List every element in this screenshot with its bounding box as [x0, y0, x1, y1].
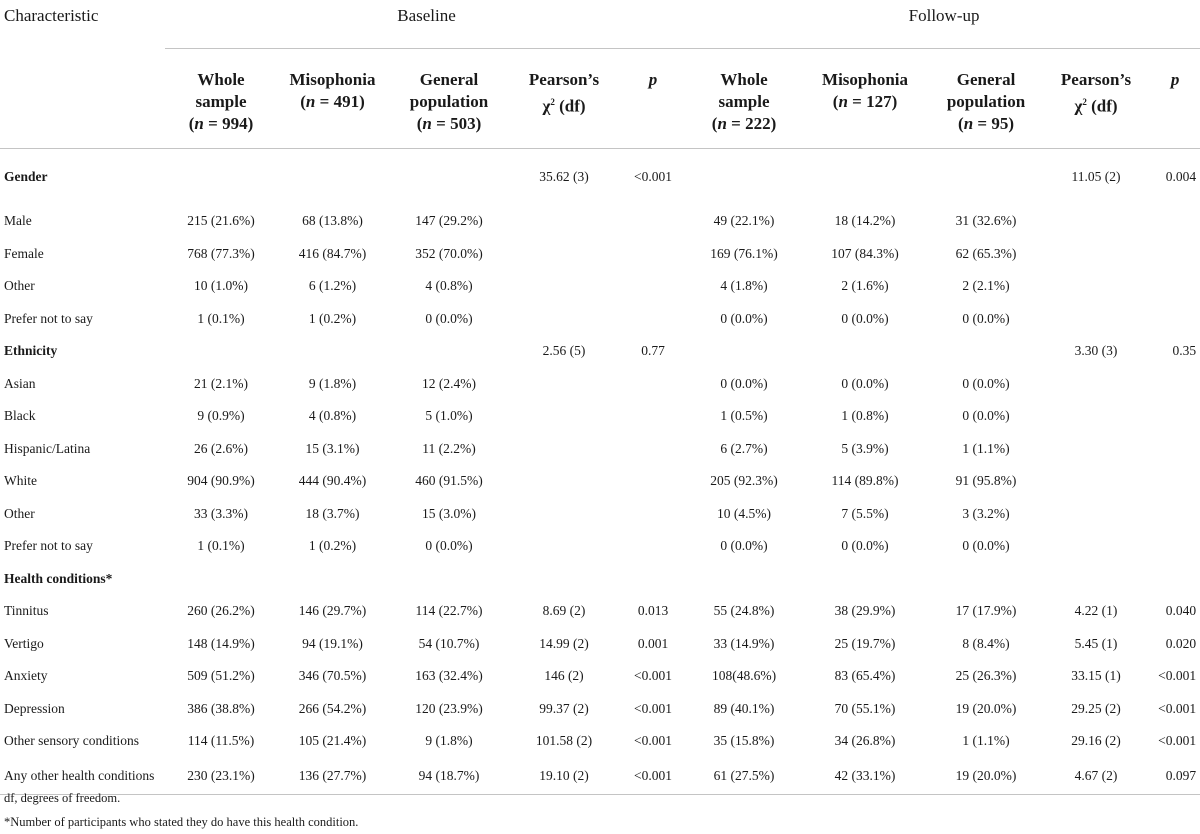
table-cell: 1 (1.1%): [962, 440, 1010, 456]
table-cell: 0 (0.0%): [962, 375, 1010, 391]
row-label: Other: [4, 505, 35, 521]
table-row: [0, 595, 1200, 628]
row-label: Tinnitus: [4, 603, 49, 619]
table-cell: 4 (0.8%): [308, 408, 357, 424]
table-cell: [510, 270, 618, 303]
table-cell: [510, 303, 618, 336]
table-cell: 0.001: [637, 635, 669, 651]
table-cell: 31 (32.6%): [955, 213, 1017, 229]
table-cell: [618, 303, 688, 336]
table-cell: 94 (19.1%): [302, 635, 363, 651]
chi-symbol: χ: [1074, 96, 1083, 116]
table-cell: [388, 335, 510, 368]
row-label: White: [4, 473, 37, 489]
table-cell: [277, 149, 388, 206]
table-cell: 3.30 (3): [1074, 343, 1118, 359]
table-cell: [1042, 530, 1150, 563]
table-cell: 146 (29.7%): [298, 603, 367, 619]
table-cell: [277, 335, 388, 368]
table-cell: [510, 465, 618, 498]
table-cell: [1150, 368, 1200, 401]
col-header-line2: sample: [718, 92, 770, 111]
table-cell: [1150, 270, 1200, 303]
table-cell: 5.45 (1): [1074, 635, 1118, 651]
col-header-line1: Whole: [720, 70, 768, 89]
table-cell: 8 (8.4%): [962, 635, 1010, 651]
n-value: = 222): [726, 114, 777, 133]
table-cell: [618, 270, 688, 303]
table-cell: 25 (19.7%): [834, 635, 896, 651]
table-cell: 62 (65.3%): [955, 245, 1017, 261]
table-cell: <0.001: [1158, 700, 1197, 716]
table-cell: 460 (91.5%): [415, 473, 483, 489]
table-cell: 386 (38.8%): [187, 700, 255, 716]
n-value: = 994): [203, 114, 254, 133]
table-cell: [510, 238, 618, 271]
col-header-line1: Misophonia: [289, 70, 376, 89]
baseline-p-header: p: [618, 49, 688, 149]
row-label: Black: [4, 408, 36, 424]
table-cell: [618, 530, 688, 563]
blank-header-cell: [0, 49, 165, 149]
table-cell: 55 (24.8%): [713, 603, 775, 619]
table-cell: [1042, 465, 1150, 498]
table-cell: 114 (22.7%): [415, 603, 483, 619]
table-cell: [800, 335, 930, 368]
table-cell: 0 (0.0%): [962, 310, 1010, 326]
table-cell: 148 (14.9%): [187, 635, 255, 651]
section-row: [0, 335, 1200, 368]
table-cell: 0 (0.0%): [841, 538, 889, 554]
table-cell: [618, 433, 688, 466]
table-cell: <0.001: [634, 733, 673, 749]
col-header-line2: sample: [195, 92, 247, 111]
baseline-pearson-header: [510, 49, 618, 149]
table-body: [0, 149, 1200, 795]
table-cell: 19 (20.0%): [955, 700, 1017, 716]
table-cell: [1042, 238, 1150, 271]
table-cell: 3 (3.2%): [962, 505, 1010, 521]
df-label: (df): [1086, 96, 1118, 116]
row-label: Health conditions*: [4, 570, 113, 586]
header-row-columns: [0, 49, 1200, 149]
table-cell: 0.77: [641, 343, 665, 359]
table-cell: 205 (92.3%): [710, 473, 778, 489]
table-cell: [165, 149, 277, 206]
table-cell: 5 (3.9%): [841, 440, 889, 456]
table-cell: [388, 563, 510, 596]
table-cell: 1 (1.1%): [962, 733, 1010, 749]
followup-p-header: p: [1150, 49, 1200, 149]
chi-symbol: χ: [542, 96, 551, 116]
table-cell: [1150, 530, 1200, 563]
col-header-line1: Whole: [197, 70, 245, 89]
n-open: (: [300, 92, 306, 111]
n-variable: n: [194, 114, 204, 133]
chi-exponent: 2: [1082, 97, 1087, 107]
table-cell: 114 (11.5%): [187, 733, 255, 749]
section-row: [0, 563, 1200, 596]
table-cell: 147 (29.2%): [415, 213, 483, 229]
table-cell: [510, 433, 618, 466]
table-row: [0, 498, 1200, 531]
table-cell: 352 (70.0%): [415, 245, 483, 261]
n-variable: n: [963, 114, 974, 133]
table-cell: [1150, 465, 1200, 498]
row-label: Other sensory conditions: [4, 733, 139, 749]
table-cell: 15 (3.1%): [305, 440, 360, 456]
table-cell: 61 (27.5%): [688, 758, 800, 795]
followup-pearson-header: [1042, 49, 1150, 149]
table-row: [0, 433, 1200, 466]
row-label: Depression: [4, 700, 65, 716]
table-cell: 0.040: [1165, 603, 1197, 619]
table-row: [0, 693, 1200, 726]
table-cell: 19 (20.0%): [930, 758, 1042, 795]
table-cell: [1150, 563, 1200, 596]
table-cell: 21 (2.1%): [194, 375, 248, 391]
table-cell: [510, 205, 618, 238]
table-cell: 11.05 (2): [1071, 169, 1121, 184]
table-cell: 10 (4.5%): [717, 505, 772, 521]
table-cell: <0.001: [634, 668, 673, 684]
table-cell: 509 (51.2%): [187, 668, 255, 684]
table-cell: 108(48.6%): [711, 668, 777, 684]
baseline-col-header-0: [165, 49, 277, 149]
table-cell: 163 (32.4%): [415, 668, 483, 684]
table-cell: 4 (0.8%): [425, 278, 473, 294]
table-cell: [277, 563, 388, 596]
table-cell: [1150, 303, 1200, 336]
table-cell: 12 (2.4%): [422, 375, 476, 391]
table-cell: 768 (77.3%): [187, 245, 255, 261]
table-cell: [510, 368, 618, 401]
pearson-label: Pearson’s: [528, 70, 600, 89]
col-header-line1: General: [956, 70, 1016, 89]
table-row: [0, 400, 1200, 433]
followup-col-header-2: [930, 49, 1042, 149]
row-label: Hispanic/Latina: [4, 440, 91, 456]
table-cell: [688, 563, 800, 596]
table-cell: 114 (89.8%): [831, 473, 899, 489]
table-cell: 4.67 (2): [1042, 758, 1150, 795]
n-open: (: [711, 114, 718, 133]
table-cell: 29.25 (2): [1071, 700, 1121, 716]
table-cell: 120 (23.9%): [415, 700, 483, 716]
table-cell: 14.99 (2): [539, 635, 589, 651]
col-header-line1: General: [419, 70, 479, 89]
followup-col-header-1: [800, 49, 930, 149]
table-cell: 0 (0.0%): [720, 310, 768, 326]
table-cell: 34 (26.8%): [834, 733, 896, 749]
n-value: = 503): [431, 114, 482, 133]
pearson-label: Pearson’s: [1060, 70, 1132, 89]
table-cell: 2.56 (5): [542, 343, 586, 359]
table-cell: [618, 465, 688, 498]
table-cell: [800, 563, 930, 596]
n-open: (: [416, 114, 423, 133]
n-variable: n: [422, 114, 432, 133]
table-cell: <0.001: [634, 169, 673, 184]
table-cell: [1042, 433, 1150, 466]
row-label: Anxiety: [4, 668, 48, 684]
table-cell: 444 (90.4%): [298, 473, 367, 489]
n-open: (: [188, 114, 195, 133]
table-cell: [618, 498, 688, 531]
n-variable: n: [717, 114, 727, 133]
followup-group-header: Follow-up: [688, 0, 1200, 49]
row-label: Prefer not to say: [4, 310, 93, 326]
row-label: Female: [4, 245, 44, 261]
table-cell: 0.004: [1165, 169, 1197, 184]
table-cell: 230 (23.1%): [165, 758, 277, 795]
table-cell: [930, 149, 1042, 206]
table-cell: [930, 563, 1042, 596]
table-cell: 99.37 (2): [539, 700, 589, 716]
table-cell: 7 (5.5%): [841, 505, 889, 521]
row-label: Ethnicity: [4, 343, 58, 359]
baseline-group-header: Baseline: [165, 0, 688, 49]
table-cell: [688, 335, 800, 368]
table-cell: [800, 149, 930, 206]
table-cell: 107 (84.3%): [831, 245, 899, 261]
table-cell: 0 (0.0%): [962, 408, 1010, 424]
table-cell: [1042, 303, 1150, 336]
table-cell: 26 (2.6%): [194, 440, 248, 456]
baseline-col-header-1: [277, 49, 388, 149]
row-label: Asian: [4, 375, 36, 391]
table-cell: 18 (3.7%): [305, 505, 360, 521]
table-cell: 9 (1.8%): [308, 375, 357, 391]
table-cell: 0 (0.0%): [425, 538, 473, 554]
table-cell: 11 (2.2%): [422, 440, 476, 456]
table-cell: [388, 149, 510, 206]
n-variable: n: [305, 92, 316, 111]
table-cell: [618, 238, 688, 271]
table-cell: 1 (0.2%): [308, 310, 357, 326]
table-row: [0, 725, 1200, 758]
table-cell: 1 (0.2%): [308, 538, 357, 554]
table-cell: [1042, 400, 1150, 433]
table-cell: 2 (1.6%): [841, 278, 889, 294]
table-cell: 266 (54.2%): [298, 700, 367, 716]
table-row: [0, 530, 1200, 563]
table-cell: 101.58 (2): [535, 733, 593, 749]
table-cell: 169 (76.1%): [710, 245, 778, 261]
table-cell: 0.35: [1172, 343, 1197, 359]
n-value: = 491): [315, 92, 365, 111]
table-cell: 49 (22.1%): [713, 213, 775, 229]
col-header-line2: population: [946, 92, 1026, 111]
table-cell: 94 (18.7%): [388, 758, 510, 795]
table-cell: 2 (2.1%): [962, 278, 1010, 294]
df-label: (df): [554, 96, 586, 116]
table-footnotes: [4, 786, 358, 834]
table-cell: 15 (3.0%): [422, 505, 476, 521]
table-cell: 346 (70.5%): [298, 668, 367, 684]
table-cell: [1150, 498, 1200, 531]
table-row: [0, 270, 1200, 303]
followup-col-header-0: [688, 49, 800, 149]
table-cell: <0.001: [1158, 733, 1197, 749]
table-cell: 0.097: [1150, 758, 1200, 795]
table-cell: 18 (14.2%): [834, 213, 896, 229]
table-row: [0, 368, 1200, 401]
table-cell: 904 (90.9%): [187, 473, 255, 489]
table-cell: 42 (33.1%): [800, 758, 930, 795]
table-cell: 9 (0.9%): [197, 408, 245, 424]
table-row: [0, 660, 1200, 693]
table-cell: 29.16 (2): [1071, 733, 1121, 749]
table-cell: [1042, 563, 1150, 596]
table-cell: [1150, 433, 1200, 466]
table-cell: 9 (1.8%): [425, 733, 473, 749]
table-cell: 0.020: [1165, 635, 1197, 651]
table-cell: 91 (95.8%): [955, 473, 1017, 489]
table-cell: 8.69 (2): [542, 603, 586, 619]
table-cell: [1150, 205, 1200, 238]
table-cell: [165, 563, 277, 596]
table-cell: [618, 368, 688, 401]
row-label: Prefer not to say: [4, 538, 93, 554]
table-cell: [1042, 368, 1150, 401]
row-label: Male: [4, 213, 32, 229]
table-cell: 1 (0.1%): [197, 310, 245, 326]
table-cell: 35.62 (3): [539, 169, 589, 184]
table-cell: [930, 335, 1042, 368]
n-value: = 127): [847, 92, 898, 111]
table-cell: 6 (2.7%): [720, 440, 768, 456]
table-cell: <0.001: [618, 758, 688, 795]
row-label: Gender: [4, 169, 48, 184]
table-cell: 70 (55.1%): [834, 700, 896, 716]
table-cell: 33.15 (1): [1071, 668, 1121, 684]
table-cell: 1 (0.5%): [720, 408, 768, 424]
row-label: Other: [4, 278, 35, 294]
table-cell: 83 (65.4%): [834, 668, 896, 684]
table-row: [0, 465, 1200, 498]
table-cell: 0 (0.0%): [720, 375, 768, 391]
table-cell: 5 (1.0%): [425, 408, 473, 424]
table-cell: 136 (27.7%): [277, 758, 388, 795]
table-cell: [618, 563, 688, 596]
characteristic-header: Characteristic: [4, 6, 99, 25]
table-cell: 68 (13.8%): [302, 213, 363, 229]
table-cell: 0 (0.0%): [962, 538, 1010, 554]
section-row: [0, 149, 1200, 206]
table-cell: <0.001: [1158, 668, 1197, 684]
table-cell: [1150, 400, 1200, 433]
table-cell: [1042, 498, 1150, 531]
table-cell: 1 (0.1%): [197, 538, 245, 554]
table-cell: 0 (0.0%): [425, 310, 473, 326]
n-open: (: [958, 114, 964, 133]
row-label: Any other health conditions: [0, 758, 165, 795]
chi-exponent: 2: [550, 97, 555, 107]
table-cell: 19.10 (2): [510, 758, 618, 795]
table-cell: 260 (26.2%): [187, 603, 255, 619]
table-cell: [688, 149, 800, 206]
table-cell: 25 (26.3%): [955, 668, 1017, 684]
table-cell: 416 (84.7%): [298, 245, 367, 261]
table-cell: 0 (0.0%): [841, 310, 889, 326]
table-cell: 10 (1.0%): [194, 278, 248, 294]
table-cell: [1150, 238, 1200, 271]
table-row: [0, 205, 1200, 238]
footnote-df: df, degrees of freedom.: [4, 791, 121, 805]
n-value: = 95): [973, 114, 1015, 133]
baseline-col-header-2: [388, 49, 510, 149]
table-cell: 33 (14.9%): [713, 635, 775, 651]
table-cell: [1042, 205, 1150, 238]
table-cell: [510, 498, 618, 531]
table-cell: 38 (29.9%): [834, 603, 896, 619]
table-cell: 4.22 (1): [1074, 603, 1118, 619]
table-cell: <0.001: [634, 700, 673, 716]
table-row: [0, 303, 1200, 336]
footnote-health-conditions: *Number of participants who stated they do have this health condition.: [4, 815, 359, 829]
table-cell: [165, 335, 277, 368]
table-cell: [618, 205, 688, 238]
table-cell: [510, 563, 618, 596]
table-row: [0, 238, 1200, 271]
col-header-line2: population: [409, 92, 489, 111]
table-cell: 33 (3.3%): [194, 505, 248, 521]
table-cell: [510, 530, 618, 563]
table-cell: 1 (0.8%): [841, 408, 889, 424]
table-cell: [1042, 270, 1150, 303]
table-cell: 54 (10.7%): [418, 635, 480, 651]
table-cell: 146 (2): [544, 668, 584, 684]
col-header-line1: Misophonia: [822, 70, 909, 89]
table-cell: 215 (21.6%): [187, 213, 255, 229]
table-cell: 0 (0.0%): [720, 538, 768, 554]
table-cell: 17 (17.9%): [955, 603, 1017, 619]
n-open: (: [832, 92, 839, 111]
table-cell: 89 (40.1%): [713, 700, 775, 716]
table-cell: [510, 400, 618, 433]
table-cell: 105 (21.4%): [298, 733, 367, 749]
table-cell: 4 (1.8%): [720, 278, 768, 294]
table-cell: 35 (15.8%): [713, 733, 775, 749]
table-cell: 0 (0.0%): [841, 375, 889, 391]
n-variable: n: [838, 92, 848, 111]
table-cell: 0.013: [637, 603, 669, 619]
table-cell: [618, 400, 688, 433]
table-cell: 6 (1.2%): [308, 278, 357, 294]
table-row: [0, 628, 1200, 661]
header-row-groups: [0, 0, 1200, 49]
row-label: Vertigo: [4, 635, 44, 651]
